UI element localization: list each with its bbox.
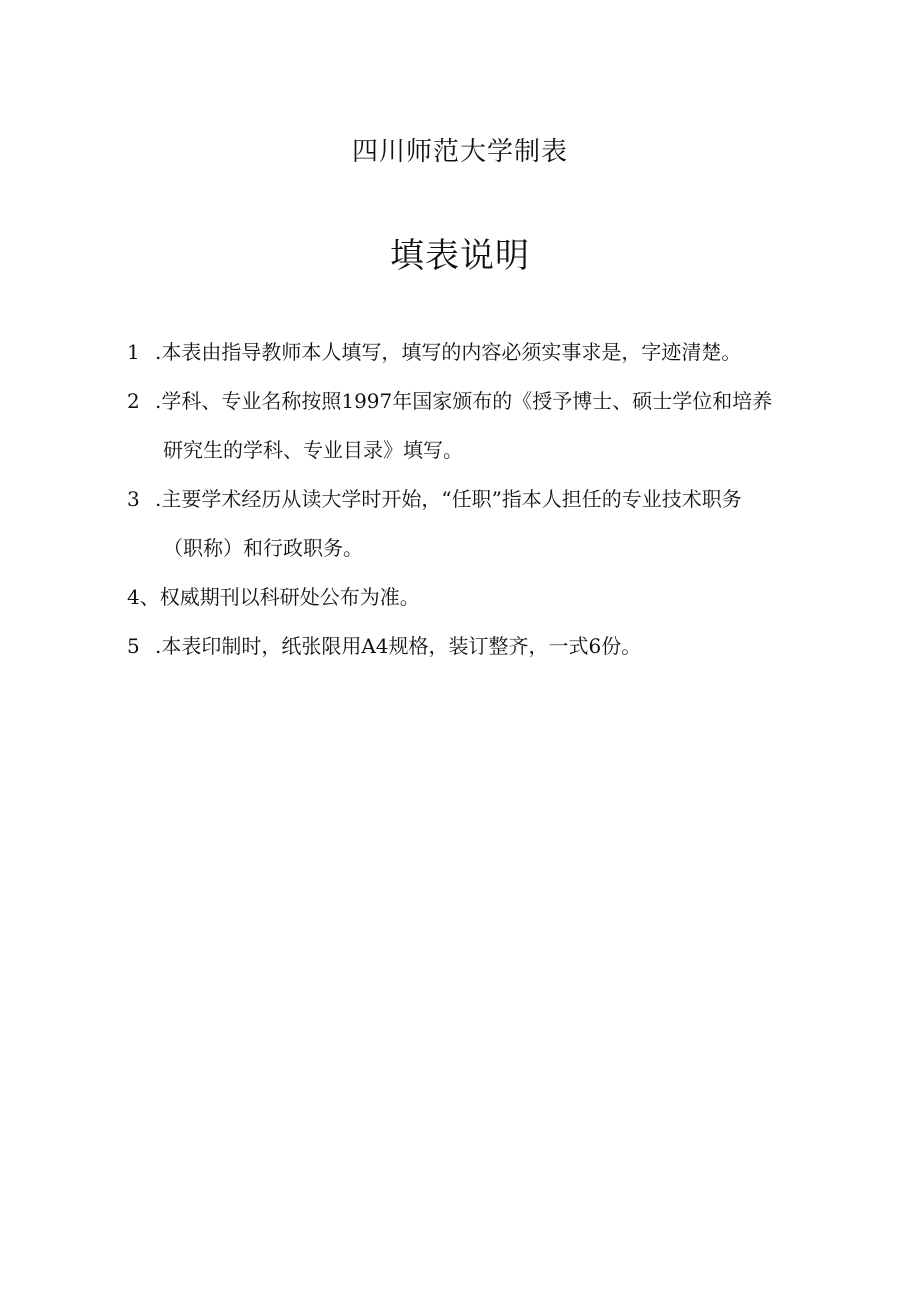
instruction-number: 3 <box>127 487 140 511</box>
instruction-item <box>127 475 867 573</box>
instruction-item <box>127 573 867 622</box>
instruction-item <box>127 622 867 671</box>
instruction-number: 1 <box>127 340 140 364</box>
instruction-text: .本表印制时，纸张限用A4规格，装订整齐，一式6份。 <box>155 634 642 658</box>
instruction-text: .主要学术经历从读大学时开始，“任职”指本人担任的专业技术职务 <box>155 487 742 511</box>
instruction-text-continued: 研究生的学科、专业目录》填写。 <box>163 438 463 462</box>
doc-title: 填表说明 <box>390 236 530 276</box>
instruction-item <box>127 377 867 475</box>
instruction-text: .本表由指导教师本人填写，填写的内容必须实事求是，字迹清楚。 <box>155 340 742 364</box>
instruction-number: 5 <box>127 634 140 658</box>
org-title: 四川师范大学制表 <box>351 137 568 167</box>
instruction-text: 、权威期刊以科研处公布为准。 <box>139 585 420 609</box>
instruction-number: 2 <box>127 389 140 413</box>
instruction-text: .学科、专业名称按照1997年国家颁布的《授予博士、硕士学位和培养 <box>155 389 773 413</box>
instruction-item <box>127 328 867 377</box>
instruction-number: 4 <box>127 585 140 609</box>
instruction-text-continued: （职称）和行政职务。 <box>163 536 363 560</box>
instructions-list <box>127 328 867 671</box>
